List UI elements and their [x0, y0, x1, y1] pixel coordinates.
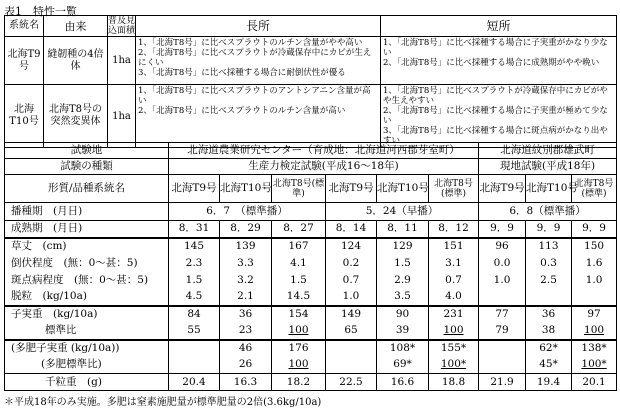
- value-cell: 1.6: [572, 255, 617, 272]
- header-origin: 由来: [44, 16, 108, 37]
- header-merits: 長所: [136, 16, 381, 37]
- trial-type-1: 生産力検定試験(平成16～18年): [169, 159, 479, 175]
- variety-header: 北海T8号(標準): [272, 175, 326, 203]
- value-cell: 149: [326, 306, 377, 323]
- value-cell: 231: [429, 306, 479, 323]
- value-cell: 84: [169, 306, 220, 323]
- value-cell: 19.4: [526, 374, 572, 391]
- value-cell: 2.9: [377, 272, 429, 289]
- value-cell: 96: [479, 238, 526, 255]
- table-row: [5, 85, 617, 148]
- table-row: [5, 37, 617, 85]
- value-cell: 113: [526, 238, 572, 255]
- line-area: 1ha: [108, 85, 136, 148]
- variety-header: 北海T8号(標準): [572, 175, 617, 203]
- value-cell: 69*: [377, 357, 429, 374]
- row-label: 子実重 (kg/10a): [5, 306, 169, 323]
- value-cell: [479, 340, 526, 357]
- value-cell: 77: [479, 306, 526, 323]
- value-cell: 23: [220, 323, 272, 340]
- value-cell: 16.6: [377, 374, 429, 391]
- header-area: 普及見込面積: [108, 16, 136, 36]
- merits-cell: [136, 85, 381, 148]
- trial-type-label: 試験の種類: [5, 159, 169, 175]
- line-name: 北海T10号: [5, 85, 44, 148]
- value-cell: [479, 357, 526, 374]
- value-cell: 4.1: [272, 255, 326, 272]
- demerit-item: 2、「北海T8号」に比べ採種する場合に成熟期がやや晩い: [383, 58, 600, 68]
- variety-header: 北海T8号(標準): [429, 175, 479, 203]
- row-label: 標準比: [5, 323, 169, 340]
- site-2: 北海道紋別郡雄武町: [479, 143, 617, 159]
- value-cell: [526, 289, 572, 306]
- value-cell: 9．9: [479, 221, 526, 238]
- value-cell: [169, 340, 220, 357]
- table-caption: 表1 特性一覧: [4, 5, 77, 18]
- value-cell: 4.5: [169, 289, 220, 306]
- line-name: 北海T9号: [5, 37, 44, 85]
- value-cell: 0.7: [326, 272, 377, 289]
- value-cell: 18.8: [429, 374, 479, 391]
- table-row: [5, 255, 617, 272]
- value-cell: 155*: [429, 340, 479, 357]
- variety-header: 北海T9号: [479, 175, 526, 203]
- value-cell: [479, 289, 526, 306]
- value-cell: 3.2: [220, 272, 272, 289]
- value-cell: 90: [377, 306, 429, 323]
- value-cell: 2.3: [169, 255, 220, 272]
- table-row: [5, 221, 617, 238]
- row-label: 播種期 (月日): [5, 203, 169, 221]
- item-label: 形質/品種系統名: [5, 175, 169, 203]
- row-label: 脱粒 (kg/10a): [5, 289, 169, 306]
- value-cell: 3.3: [220, 255, 272, 272]
- value-cell: 1.0: [572, 272, 617, 289]
- value-cell: 55: [169, 323, 220, 340]
- merits-cell: [136, 37, 381, 85]
- value-cell: 100: [572, 323, 617, 340]
- value-cell: 8．31: [169, 221, 220, 238]
- table-row: [5, 238, 617, 255]
- variety-header: 北海T10号: [220, 175, 272, 203]
- value-cell: 138*: [572, 340, 617, 357]
- demerits-cell: [381, 37, 617, 85]
- sowing-date: 6．8（標準播）: [479, 203, 617, 221]
- value-cell: 3.1: [429, 255, 479, 272]
- value-cell: 65: [326, 323, 377, 340]
- value-cell: 124: [326, 238, 377, 255]
- value-cell: 1.5: [377, 255, 429, 272]
- merit-item: 2、「北海T8号」に比べスプラウトが冷蔵保存中にカビが生えにくい: [138, 48, 372, 68]
- value-cell: 16.3: [220, 374, 272, 391]
- trial-type-2: 現地試験(平成18年): [479, 159, 617, 175]
- value-cell: 150: [572, 238, 617, 255]
- trial-results-table: [4, 142, 617, 391]
- demerit-item: 2、「北海T8号」に比べ採種する場合に子実重が極めて少ない: [383, 106, 608, 126]
- row-label: 千粒重 (g): [5, 374, 169, 391]
- table-row: [5, 323, 617, 340]
- value-cell: 0.7: [429, 272, 479, 289]
- value-cell: 100*: [572, 357, 617, 374]
- table-row: [5, 306, 617, 323]
- value-cell: 4.0: [429, 289, 479, 306]
- value-cell: 46: [220, 340, 272, 357]
- value-cell: 36: [220, 306, 272, 323]
- value-cell: 39: [377, 323, 429, 340]
- line-area: 1ha: [108, 37, 136, 85]
- value-cell: 0.2: [326, 255, 377, 272]
- footnote: ＊平成18年のみ実施。多肥は窒素施肥量が標準肥量の2倍(3.6kg/10a): [4, 397, 322, 408]
- table-row: [5, 357, 617, 374]
- value-cell: 1.0: [326, 289, 377, 306]
- value-cell: 3.5: [377, 289, 429, 306]
- value-cell: 2.5: [526, 272, 572, 289]
- value-cell: [326, 357, 377, 374]
- value-cell: 8．14: [326, 221, 377, 238]
- line-origin: 縫韌種の4倍体: [44, 37, 108, 85]
- value-cell: 100*: [429, 357, 479, 374]
- characteristics-table: [4, 15, 617, 148]
- row-label: 草丈 (cm): [5, 238, 169, 255]
- value-cell: 154: [272, 306, 326, 323]
- value-cell: 20.4: [169, 374, 220, 391]
- row-label: 成熟期 (月日): [5, 221, 169, 238]
- merit-item: 3、「北海T8号」に比べ採種する場合に耐倒伏性が優る: [138, 68, 346, 78]
- value-cell: 151: [429, 238, 479, 255]
- value-cell: 8．29: [220, 221, 272, 238]
- header-line: 系統名: [5, 16, 44, 37]
- value-cell: 139: [220, 238, 272, 255]
- value-cell: [169, 357, 220, 374]
- header-demerits: 短所: [381, 16, 617, 37]
- value-cell: [326, 340, 377, 357]
- table-row: [5, 340, 617, 357]
- value-cell: [572, 289, 617, 306]
- value-cell: 108*: [377, 340, 429, 357]
- row-label: (多肥子実重 (kg/10a)): [5, 340, 169, 357]
- site-label: 試験地: [5, 143, 169, 159]
- value-cell: 2.1: [220, 289, 272, 306]
- line-origin: 北海T8号の突然変異体: [44, 85, 108, 148]
- row-label: 斑点病程度 (無：0～甚：5): [5, 272, 169, 289]
- demerits-cell: [381, 85, 617, 148]
- sowing-date: 5．24（早播）: [326, 203, 479, 221]
- demerit-item: 1、「北海T8号」に比べ採種する場合に子実重がかなり少ない: [383, 38, 608, 58]
- value-cell: 62*: [526, 340, 572, 357]
- value-cell: 14.5: [272, 289, 326, 306]
- value-cell: 9．9: [526, 221, 572, 238]
- value-cell: 100: [272, 323, 326, 340]
- variety-header: 北海T9号: [169, 175, 220, 203]
- variety-header: 北海T10号: [526, 175, 572, 203]
- value-cell: 0.0: [479, 255, 526, 272]
- merit-item: 1、「北海T8号」に比べスプラウトのアントシアニン含量が高い: [138, 86, 371, 106]
- value-cell: 1.0: [479, 272, 526, 289]
- merit-item: 2、「北海T8号」に比べスプラウトのルチン含量が高い: [138, 106, 346, 116]
- value-cell: 129: [377, 238, 429, 255]
- variety-header: 北海T10号: [377, 175, 429, 203]
- value-cell: 176: [272, 340, 326, 357]
- value-cell: 18.2: [272, 374, 326, 391]
- row-label: (多肥標準比): [5, 357, 169, 374]
- variety-header: 北海T9号: [326, 175, 377, 203]
- merit-item: 1、「北海T8号」に比べスプラウトのルチン含量がやや高い: [138, 38, 363, 48]
- value-cell: 36: [526, 306, 572, 323]
- value-cell: 167: [272, 238, 326, 255]
- value-cell: 1.5: [169, 272, 220, 289]
- value-cell: 8．12: [429, 221, 479, 238]
- value-cell: 1.5: [272, 272, 326, 289]
- value-cell: 97: [572, 306, 617, 323]
- value-cell: 8．27: [272, 221, 326, 238]
- value-cell: 22.5: [326, 374, 377, 391]
- sowing-date: 6．7 （標準播）: [169, 203, 326, 221]
- site-1: 北海道農業研究センター（育成地：北海道河西郡芽室町）: [169, 143, 479, 159]
- value-cell: 21.9: [479, 374, 526, 391]
- table-row: [5, 203, 617, 221]
- row-label: 倒伏程度 (無：0～甚：5): [5, 255, 169, 272]
- value-cell: 145: [169, 238, 220, 255]
- value-cell: 79: [479, 323, 526, 340]
- table-row: [5, 289, 617, 306]
- value-cell: 8．11: [377, 221, 429, 238]
- table-row: [5, 272, 617, 289]
- value-cell: 26: [220, 357, 272, 374]
- value-cell: 0.3: [526, 255, 572, 272]
- value-cell: 45*: [526, 357, 572, 374]
- table-row: [5, 374, 617, 391]
- value-cell: 9．9: [572, 221, 617, 238]
- value-cell: 100: [272, 357, 326, 374]
- value-cell: 38: [526, 323, 572, 340]
- demerit-item: 3、「北海T8号」に比べ採種する場合に斑点病がかなり出やすい: [383, 126, 608, 146]
- value-cell: 20.1: [572, 374, 617, 391]
- value-cell: 100: [429, 323, 479, 340]
- demerit-item: 1、「北海T8号」に比べスプラウトが冷蔵保存中にカビがやや生えやすい: [383, 86, 608, 106]
